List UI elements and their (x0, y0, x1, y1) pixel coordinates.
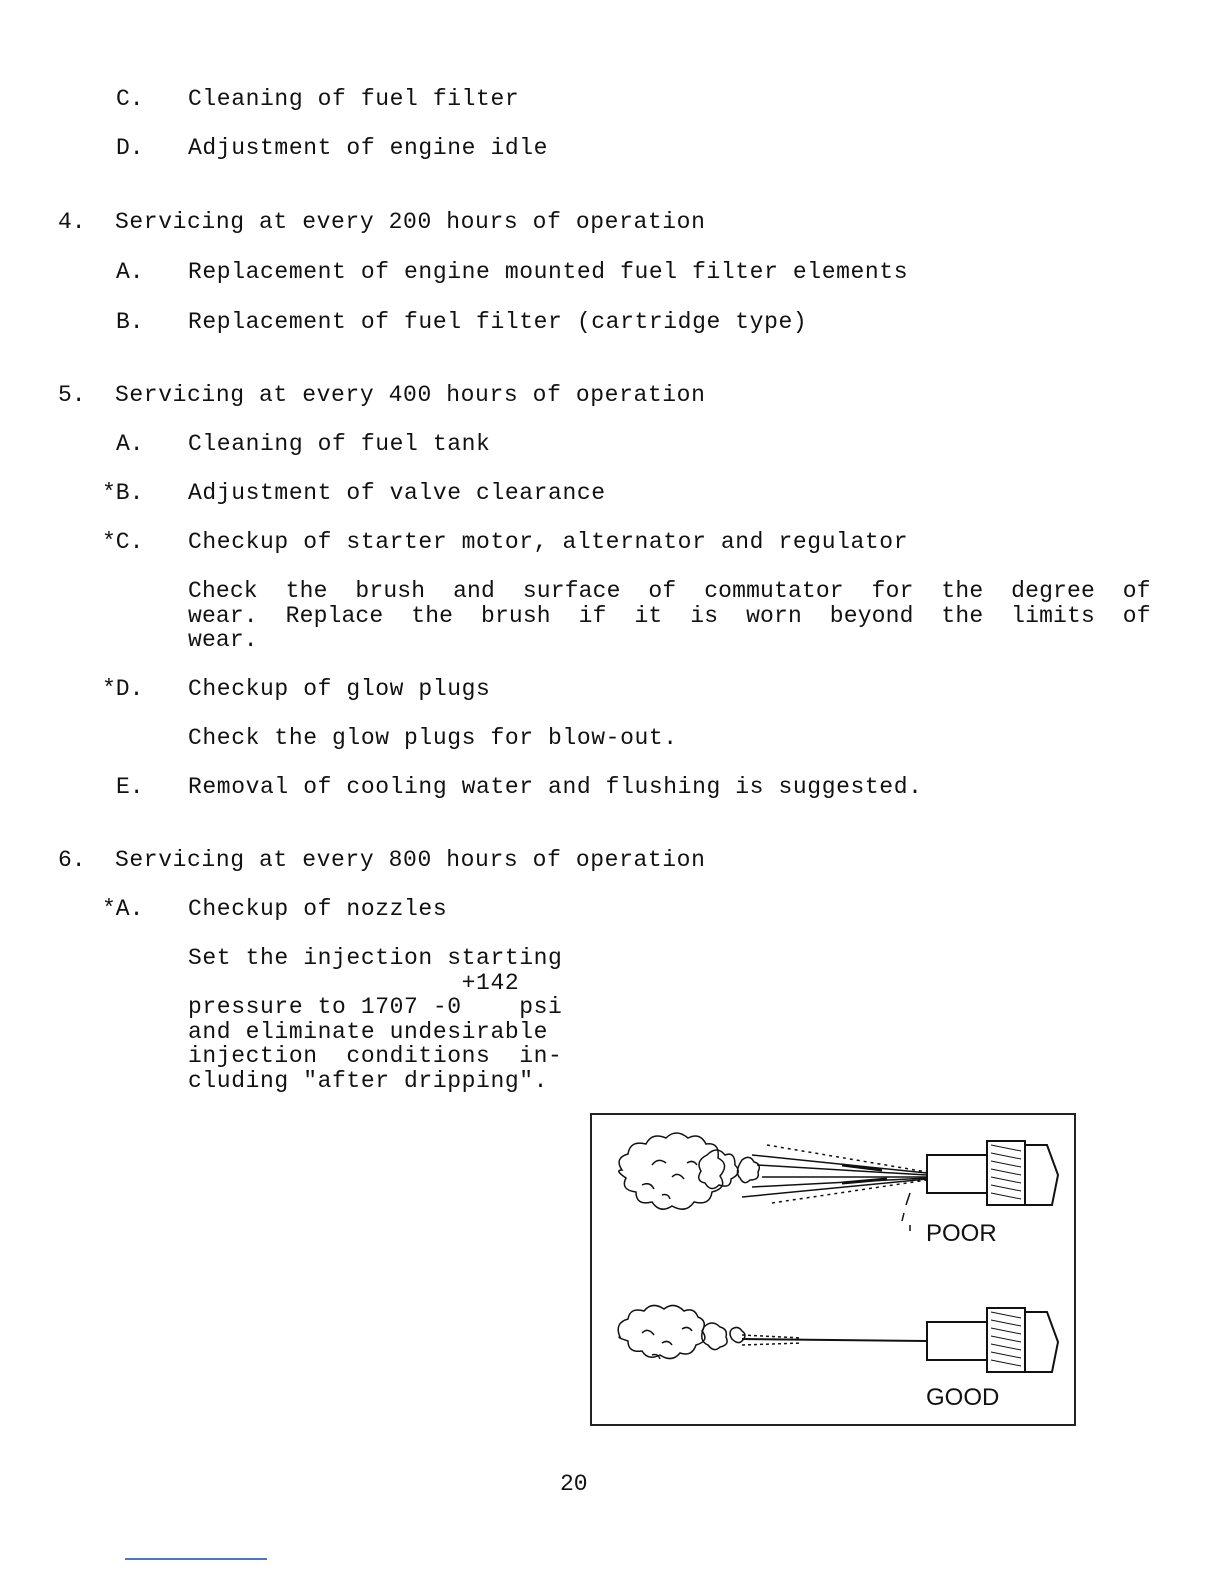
note-line: cluding "after dripping". (188, 1067, 549, 1094)
section-5-heading: Servicing at every 400 hours of operation (115, 382, 706, 408)
note-line: pressure to 1707 -0 psi (188, 994, 563, 1020)
section-5-number: 5. (58, 382, 86, 408)
note-line: injection conditions in- (188, 1043, 563, 1069)
note-line: wear. (188, 627, 258, 653)
item-5e-text: Removal of cooling water and flushing is suggested. (188, 774, 923, 800)
item-6a-note (188, 946, 562, 1093)
item-5e-label: E. (116, 774, 144, 800)
nozzle-spray-figure (590, 1113, 1076, 1426)
item-5c-text: Checkup of starter motor, alternator and regulator (188, 529, 909, 555)
section-6-number: 6. (58, 847, 86, 873)
poor-nozzle (927, 1141, 1058, 1205)
page-number: 20 (560, 1471, 588, 1497)
good-label: GOOD (926, 1384, 1000, 1411)
item-5b-label: *B. (102, 480, 144, 506)
item-5a-label: A. (116, 431, 144, 457)
note-line: wear. Replace the brush if it is worn beyond the limits of (188, 602, 1151, 629)
item-d-label: D. (116, 135, 144, 161)
item-5d-note: Check the glow plugs for blow-out. (188, 725, 678, 751)
item-d-text: Adjustment of engine idle (188, 135, 549, 161)
item-c-text: Cleaning of fuel filter (188, 86, 520, 112)
item-5a-text: Cleaning of fuel tank (188, 431, 491, 457)
item-4a-text: Replacement of engine mounted fuel filter elements (188, 259, 909, 285)
section-4-heading: Servicing at every 200 hours of operation (115, 209, 706, 235)
item-4b-text: Replacement of fuel filter (cartridge type) (188, 309, 808, 335)
item-4b-label: B. (116, 309, 144, 335)
note-line: Check the brush and surface of commutator for the degree of (188, 578, 1151, 604)
good-nozzle (927, 1308, 1058, 1372)
item-5d-text: Checkup of glow plugs (188, 676, 491, 702)
item-5c-note (188, 579, 1151, 653)
item-c-label: C. (116, 86, 144, 112)
good-spray-pattern (618, 1305, 927, 1359)
item-4a-label: A. (116, 259, 144, 285)
nozzle-spray-illustration (592, 1115, 1074, 1424)
item-6a-label: *A. (102, 896, 144, 922)
item-5c-label: *C. (102, 529, 144, 555)
item-6a-text: Checkup of nozzles (188, 896, 448, 922)
section-4-number: 4. (58, 209, 86, 235)
note-line: Set the injection starting (188, 945, 563, 971)
section-6-heading: Servicing at every 800 hours of operation (115, 847, 706, 873)
note-line: and eliminate undesirable (188, 1018, 549, 1045)
poor-spray-pattern (619, 1133, 927, 1231)
bottom-rule (125, 1558, 267, 1560)
note-line: +142 (188, 969, 520, 996)
item-5b-text: Adjustment of valve clearance (188, 480, 606, 506)
item-5d-label: *D. (102, 676, 144, 702)
poor-label: POOR (926, 1220, 997, 1247)
